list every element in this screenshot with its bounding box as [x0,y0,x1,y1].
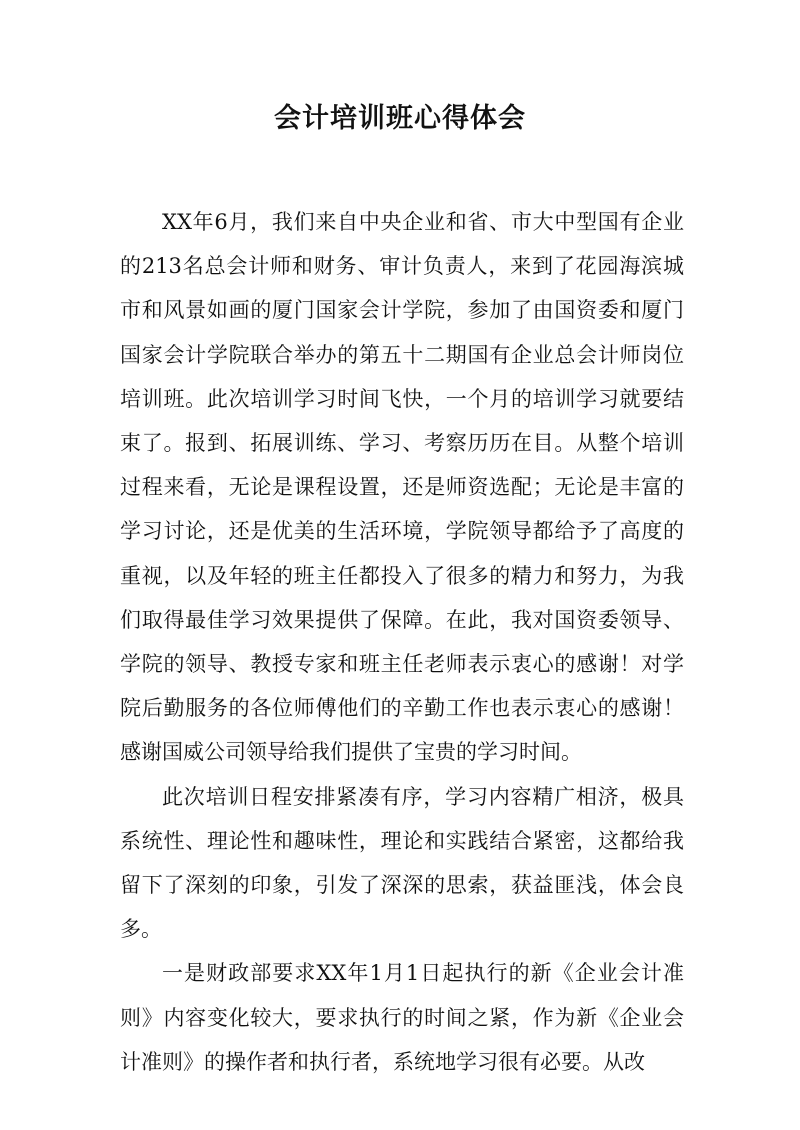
document-body [120,200,684,1084]
paragraph-3: 一是财政部要求XX年1月1日起执行的新《企业会计准则》内容变化较大，要求执行的时间之紧，作为新《企业会计准则》的操作者和执行者，系统地学习很有必要。从改 [120,961,684,1074]
paragraph-2: 此次培训日程安排紧凑有序，学习内容精广相济，极具系统性、理论性和趣味性，理论和实践结合紧密，这都给我留下了深刻的印象，引发了深深的思索，获益匪浅，体会良多。 [120,784,684,942]
document-title: 会计培训班心得体会 [274,103,526,134]
paragraph-1: XX年6月，我们来自中央企业和省、市大中型国有企业的213名总会计师和财务、审计负责人，来到了花园海滨城市和风景如画的厦门国家会计学院，参加了由国资委和厦门国家会计学院联合举办的第五十二期国有企业总会计师岗位培训班。此次培训学习时间飞快，一个月的培训学习就要结束了。报到、拓展训练、学习、考察历历在目。从整个培训过程来看，无论是课程设置，还是师资选配；无论是丰富的学习讨论，还是优美的生活环境，学院领导都给予了高度的重视，以及年轻的班主任都投入了很多的精力和努力，为我们取得最佳学习效果提供了保障。在此，我对国资委领导、学院的领导、教授专家和班主任老师表示衷心的感谢！对学院后勤服务的各位师傅他们的辛勤工作也表示衷心的感谢！感谢国威公司领导给我们提供了宝贵的学习时间。 [120,210,684,765]
